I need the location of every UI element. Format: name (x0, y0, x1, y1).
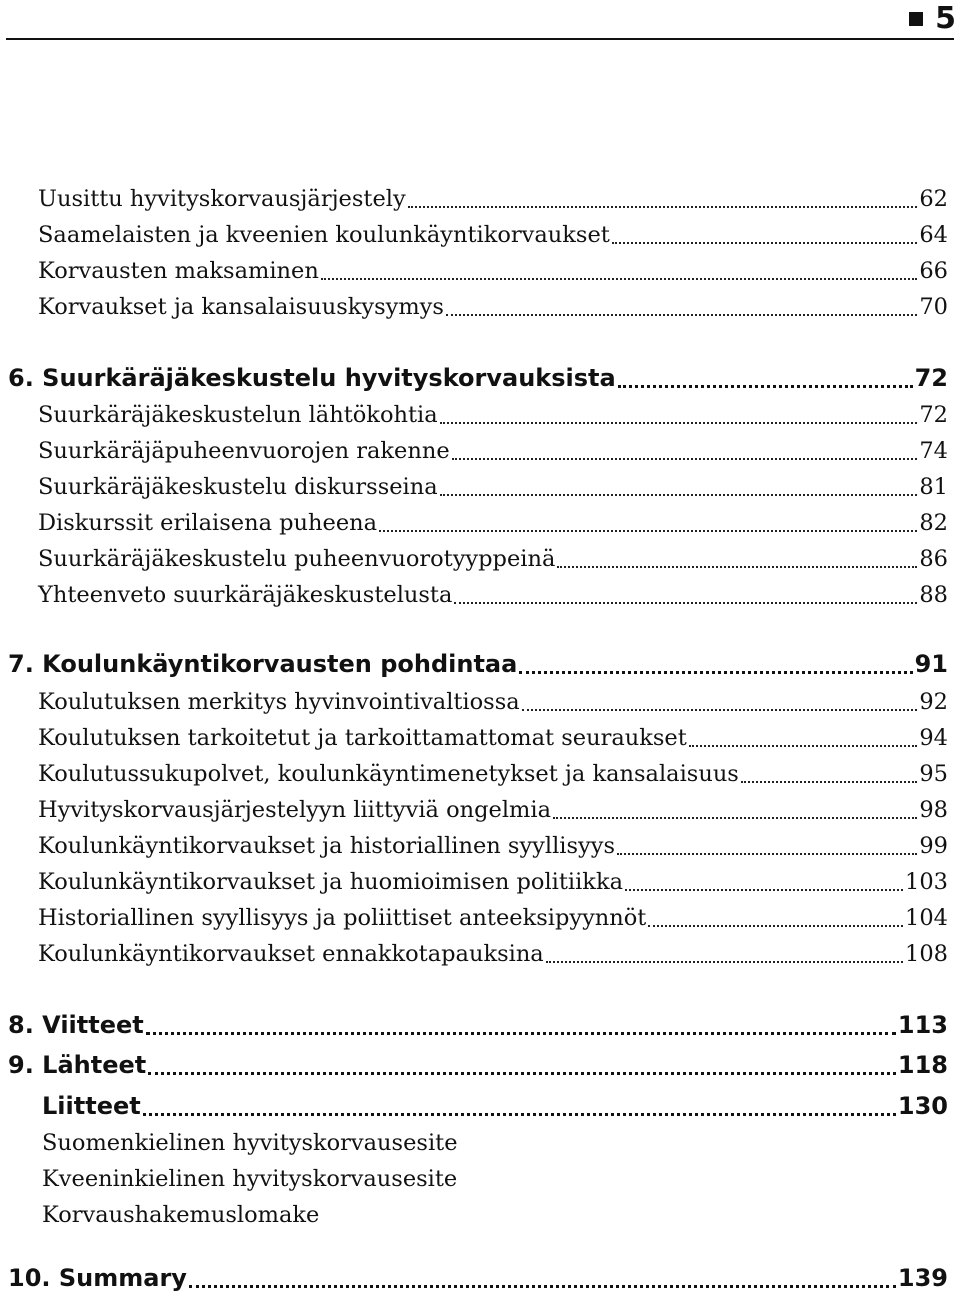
toc-appendix-label: Kveeninkielinen hyvityskorvausesite (42, 1166, 458, 1192)
toc-chapter-page: 113 (897, 1011, 948, 1039)
toc-entry-label: Suurkäräjäkeskustelun lähtökohtia (38, 402, 438, 428)
toc-entry[interactable] (38, 402, 948, 428)
dot-leader (321, 278, 918, 280)
toc-chapter-page: 91 (914, 650, 948, 678)
toc-entry[interactable] (38, 725, 948, 751)
toc-entry-page: 86 (919, 546, 948, 572)
dot-leader (689, 745, 918, 747)
toc-entry-label: Suurkäräjäkeskustelu diskursseina (38, 474, 438, 500)
toc-chapter[interactable] (8, 364, 948, 392)
toc-chapter-label: 7. Koulunkäyntikorvausten pohdintaa (8, 650, 518, 678)
toc-entry-page: 81 (919, 474, 948, 500)
toc-entry-label: Korvaukset ja kansalaisuuskysymys (38, 294, 444, 320)
dot-leader (618, 385, 913, 388)
toc-entry-page: 99 (919, 833, 948, 859)
dot-leader (612, 242, 918, 244)
dot-leader (452, 458, 918, 460)
toc-chapter-page: 118 (897, 1051, 948, 1079)
toc-entry[interactable] (38, 546, 948, 572)
toc-entry-page: 108 (905, 941, 948, 967)
toc-entry-page: 98 (919, 797, 948, 823)
dot-leader (143, 1113, 896, 1116)
toc-entry[interactable] (38, 474, 948, 500)
toc-entry[interactable] (38, 797, 948, 823)
toc-entry-label: Korvausten maksaminen (38, 258, 319, 284)
toc-chapter[interactable] (42, 1092, 948, 1120)
toc-appendix[interactable] (42, 1202, 319, 1228)
toc-entry-page: 104 (905, 905, 948, 931)
toc-entry[interactable] (38, 905, 948, 931)
toc-entry-page: 88 (919, 582, 948, 608)
toc-entry-page: 62 (919, 186, 948, 212)
toc-entry[interactable] (38, 510, 948, 536)
dot-leader (440, 422, 918, 424)
toc-chapter[interactable] (8, 1264, 948, 1292)
dot-leader (546, 961, 903, 963)
dot-leader (741, 781, 918, 783)
toc-entry[interactable] (38, 222, 948, 248)
dot-leader (146, 1032, 896, 1035)
toc-entry-label: Saamelaisten ja kveenien koulunkäyntikorvaukset (38, 222, 610, 248)
dot-leader (379, 530, 917, 532)
toc-chapter[interactable] (8, 1011, 948, 1039)
dot-leader (454, 602, 917, 604)
toc-chapter[interactable] (8, 1051, 948, 1079)
toc-entry-page: 92 (919, 689, 948, 715)
toc-entry-label: Uusittu hyvityskorvausjärjestely (38, 186, 406, 212)
toc-chapter-label: 8. Viitteet (8, 1011, 144, 1039)
toc-entry-label: Yhteenveto suurkäräjäkeskustelusta (38, 582, 453, 608)
toc-entry-label: Diskurssit erilaisena puheena (38, 510, 378, 536)
toc-appendix[interactable] (42, 1130, 458, 1156)
toc-appendix-label: Korvaushakemuslomake (42, 1202, 320, 1228)
toc-entry-label: Koulutuksen merkitys hyvinvointivaltiossa (38, 689, 520, 715)
toc-entry-label: Koulunkäyntikorvaukset ja huomioimisen politiikka (38, 869, 623, 895)
toc-chapter-label: 6. Suurkäräjäkeskustelu hyvityskorvauksista (8, 364, 616, 392)
dot-leader (408, 206, 918, 208)
toc-entry-label: Koulutussukupolvet, koulunkäyntimenetykset ja kansalaisuus (38, 761, 739, 787)
page-number: 5 (935, 1, 956, 36)
page-header (0, 0, 960, 42)
toc-entry-label: Hyvityskorvausjärjestelyyn liittyviä ongelmia (38, 797, 551, 823)
dot-leader (440, 494, 918, 496)
toc-entry[interactable] (38, 833, 948, 859)
toc-entry-label: Koulutuksen tarkoitetut ja tarkoittamattomat seuraukset (38, 725, 687, 751)
dot-leader (446, 314, 917, 316)
toc-entry-page: 94 (919, 725, 948, 751)
toc-entry[interactable] (38, 582, 948, 608)
toc-chapter-label: Liitteet (42, 1092, 141, 1120)
toc-entry-label: Koulunkäyntikorvaukset ennakkotapauksina (38, 941, 544, 967)
dot-leader (557, 566, 917, 568)
toc-entry[interactable] (38, 761, 948, 787)
dot-leader (648, 925, 903, 927)
dot-leader (553, 817, 917, 819)
dot-leader (625, 889, 903, 891)
toc-entry-page: 72 (919, 402, 948, 428)
toc-appendix[interactable] (42, 1166, 457, 1192)
toc-entry-label: Suurkäräjäpuheenvuorojen rakenne (38, 438, 450, 464)
toc-chapter-label: 10. Summary (8, 1264, 187, 1292)
dot-leader (189, 1285, 896, 1288)
toc-chapter-page: 139 (897, 1264, 948, 1292)
toc-entry[interactable] (38, 438, 948, 464)
toc-entry[interactable] (38, 869, 948, 895)
toc-entry-page: 95 (919, 761, 948, 787)
toc-entry[interactable] (38, 186, 948, 212)
toc-chapter-label: 9. Lähteet (8, 1051, 147, 1079)
toc-chapter[interactable] (8, 650, 948, 678)
toc-chapter-page: 72 (914, 364, 948, 392)
toc-chapter-page: 130 (897, 1092, 948, 1120)
toc-entry-page: 64 (919, 222, 948, 248)
dot-leader (522, 709, 918, 711)
toc-entry-page: 74 (919, 438, 948, 464)
header-rule (6, 38, 954, 40)
toc-entry-label: Koulunkäyntikorvaukset ja historiallinen syyllisyys (38, 833, 615, 859)
toc-entry[interactable] (38, 941, 948, 967)
page-number-box (882, 0, 960, 38)
toc-entry-page: 103 (905, 869, 948, 895)
toc-entry-page: 66 (919, 258, 948, 284)
toc-entry-label: Suurkäräjäkeskustelu puheenvuorotyyppeinä (38, 546, 556, 572)
toc-entry[interactable] (38, 258, 948, 284)
dot-leader (519, 671, 912, 674)
black-square-icon (909, 12, 923, 26)
toc-entry-label: Historiallinen syyllisyys ja poliittiset anteeksipyynnöt (38, 905, 647, 931)
toc-entry[interactable] (38, 294, 948, 320)
toc-appendix-label: Suomenkielinen hyvityskorvausesite (42, 1130, 458, 1156)
dot-leader (617, 853, 917, 855)
toc-entry-page: 82 (919, 510, 948, 536)
toc-entry[interactable] (38, 689, 948, 715)
dot-leader (148, 1072, 896, 1075)
toc-entry-page: 70 (919, 294, 948, 320)
